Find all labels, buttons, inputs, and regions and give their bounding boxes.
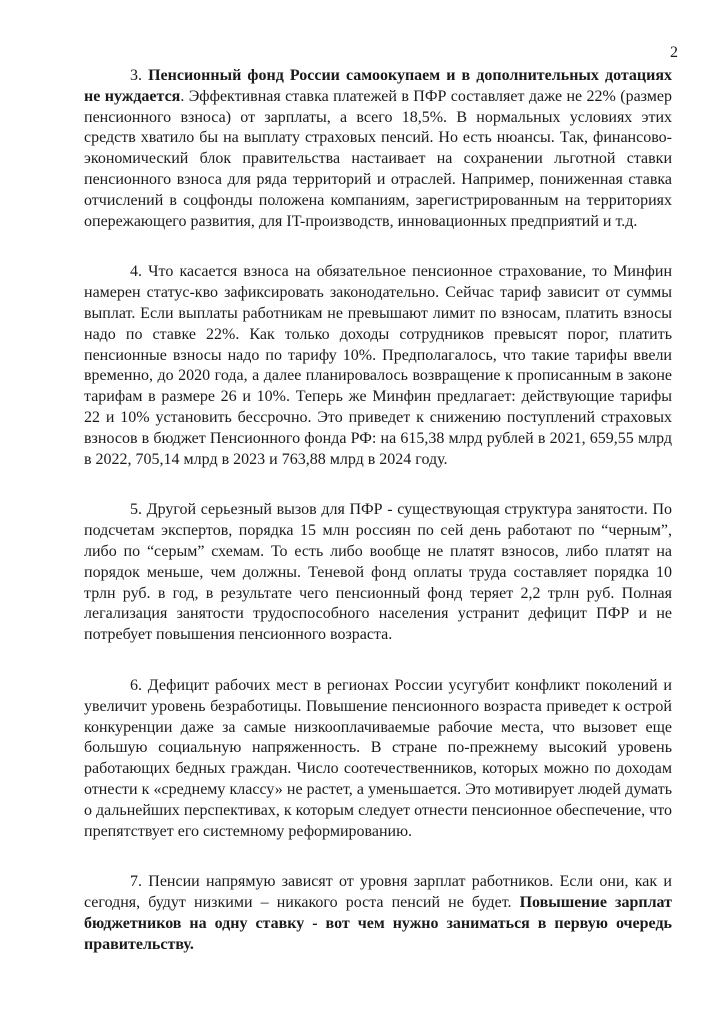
paragraph-7-bold-conclusion: Повышение зарплат бюджетников на одну ставку - вот чем нужно заниматься в первую очередь правительству. <box>84 894 672 953</box>
paragraph-4-text: 4. Что касается взноса на обязательное пенсионное страхование, то Минфин намерен статус-кво зафиксировать законодательно. Сейчас тариф зависит от суммы выплат. Если выплаты работникам не превышают лимит по взносам, платить взносы надо по ставке 22%. Как только доходы сотрудников превысят порог, платить пенсионные взносы надо по тарифу 10%. Предполагалось, что такие тарифы ввели временно, до 2020 года, а далее планировалось возвращение к прописанным в законе тарифам в размере 26 и 10%. Теперь же Минфин предлагает: действующие тарифы 22 и 10% установить бессрочно. Это приведет к снижению поступлений страховых взносов в бюджет Пенсионного фонда РФ: на 615,38 млрд рублей в 2021, 659,55 млрд в 2022, 705,14 млрд в 2023 и 763,88 млрд в 2024 году. <box>84 263 672 468</box>
paragraph-4 <box>84 262 672 470</box>
paragraph-7-text: 7. Пенсии напрямую зависят от уровня зарплат работников. Если они, как и сегодня, будут низкими – никакого роста пенсий не будет. <box>84 873 672 912</box>
paragraph-3-bold-lead: Пенсионный фонд России самоокупаем и в дополнительных дотациях не нуждается <box>84 67 673 105</box>
paragraph-6 <box>84 676 672 842</box>
paragraph-3-text: . Эффективная ставка платежей в ПФР составляет даже не 22% (размер пенсионного взноса) от зарплаты, а всего 18,5%. В нормальных условиях этих средств хватило бы на выплату страховых пенсий. Но есть нюансы. Так, финансово-экономический блок правительства настаивает на сохранении льготной ставки пенсионного взноса для ряда территорий и отраслей. Например, пониженная ставка отчислений в соцфонды положена компаниям, зарегистрированным на территориях опережающего развития, для IT-производств, инновационных предприятий и т.д. <box>84 87 672 230</box>
page-number: 2 <box>670 44 678 61</box>
paragraph-3 <box>84 66 672 232</box>
document-body <box>84 66 672 985</box>
paragraph-5 <box>84 500 672 646</box>
paragraph-6-text: 6. Дефицит рабочих мест в регионах России усугубит конфликт поколений и увеличит уровень безработицы. Повышение пенсионного возраста приведет к острой конкуренции даже за самые низкооплачиваемые рабочие места, что вызовет еще большую социальную напряженность. В стране по-прежнему высокий уровень работающих бедных граждан. Число соотечественников, которых можно по доходам отнести к «среднему классу» не растет, а уменьшается. Это мотивирует людей думать о дальнейших перспективах, к которым следует отнести пенсионное обеспечение, что препятствует его системному реформированию. <box>84 676 672 840</box>
paragraph-5-text: 5. Другой серьезный вызов для ПФР - существующая структура занятости. По подсчетам экспертов, порядка 15 млн россиян по сей день работают по “черным”, либо по “серым” схемам. То есть либо вообще не платят взносов, либо платят на порядок меньше, чем должны. Теневой фонд оплаты труда составляет порядка 10 трлн руб. в год, в результате чего пенсионный фонд теряет 2,2 трлн руб. Полная легализация занятости трудоспособного населения устранит дефицит ПФР и не потребует повышения пенсионного возраста. <box>84 501 672 644</box>
paragraph-7 <box>84 872 672 955</box>
paragraph-3-number: 3. <box>130 67 149 84</box>
